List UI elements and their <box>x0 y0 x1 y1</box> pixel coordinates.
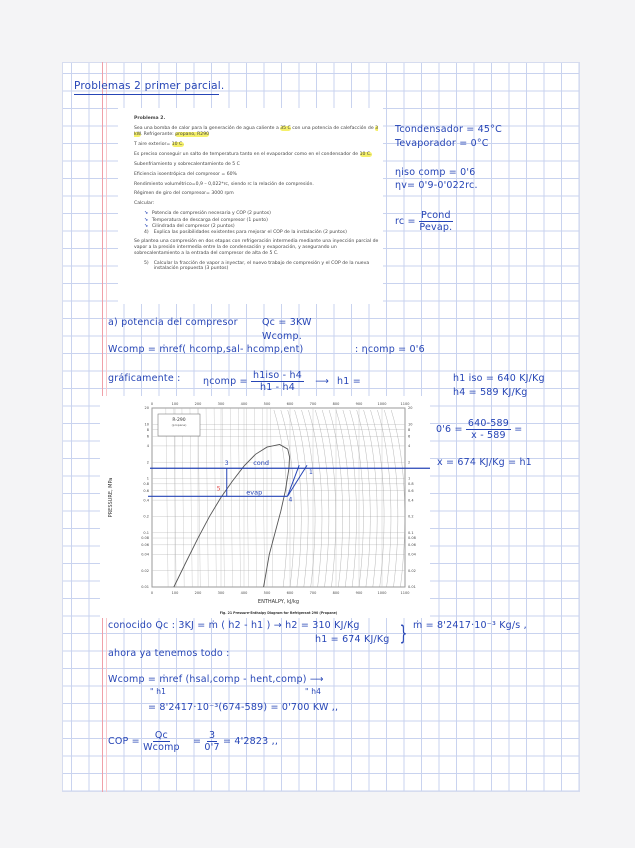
problem-paragraph: Se plantea una compresión en dos etapas con refrigeración intermedia mediante una inyección parcial de vapor a la presión intermedia entre la de condensación y evaporación, y asegurando un sobrecalentamiento a la entrada del compresor de alta de 5 C. <box>134 239 379 256</box>
numerator: Qc <box>154 730 168 741</box>
y-tick-label: 20 <box>144 406 149 411</box>
highlight: 10 C. <box>359 151 372 157</box>
x-tick-label-top: 800 <box>332 402 340 406</box>
y-tick-label: 0.1 <box>143 530 149 535</box>
x-tick-label-top: 500 <box>263 402 271 406</box>
y-tick-label-right: 2 <box>408 460 411 465</box>
chart-caption: Fig. 21 Pressure-Enthalpy Diagram for Refrigerant 290 (Propane) <box>219 611 338 615</box>
arrow-icon: ⟶ <box>315 376 330 387</box>
highlight: propano, R290 <box>175 131 210 137</box>
note-niso: ηiso comp = 0'6 <box>395 167 476 178</box>
x-tick-label-top: 300 <box>217 402 225 406</box>
y-tick-label-right: 10 <box>408 422 413 427</box>
x-tick-label: 400 <box>240 591 248 595</box>
ph-diagram <box>100 396 430 618</box>
x-tick-label-top: 0 <box>150 402 154 406</box>
h4-value: h4 = 589 KJ/Kg <box>453 387 528 398</box>
text: Es preciso conseguir un salto de temperatura tanto en el evaporador como en el condensador de <box>134 151 360 157</box>
y-tick-label: 1 <box>146 476 149 481</box>
y-tick-label: 4 <box>146 444 149 449</box>
page-title: Problemas 2 primer parcial. <box>74 80 225 92</box>
checkmark-icon: ↘ <box>144 223 148 229</box>
y-tick-label: 0.4 <box>143 498 149 503</box>
cond-label: cond <box>253 459 269 468</box>
problem-paragraph: Rendimiento volumétrico=0,9 – 0,022*rc, siendo rc la relación de compresión. <box>134 181 314 187</box>
fraction <box>204 730 219 753</box>
text: 0'6 = <box>436 424 463 435</box>
point-label-1: 1 <box>309 469 313 477</box>
problem-paragraph <box>134 126 383 137</box>
wcomp-result: = 8'2417·10⁻³(674-589) = 0'700 KW ,, <box>148 702 339 713</box>
note-tevap: Tevaporador = 0°C <box>395 138 489 149</box>
problem-paragraph: Régimen de giro del compresor= 3000 rpm <box>134 191 234 197</box>
x-tick-label: 900 <box>355 591 363 595</box>
x-tick-label: 1100 <box>400 591 410 595</box>
highlight: 35 C <box>280 125 291 131</box>
x-tick-label-top: 600 <box>286 402 294 406</box>
denominator: 0'7 <box>204 742 220 753</box>
y-tick-label-right: 0.1 <box>408 530 414 535</box>
wcomp-equation-2: Wcomp = ṁref (hsal,comp - hent,comp) ⟶ <box>108 674 324 685</box>
y-tick-label: 0.04 <box>141 552 149 557</box>
checkmark-icon: ↘ <box>144 217 148 223</box>
y-tick-label-right: 0.2 <box>408 514 414 519</box>
y-tick-label-right: 0.04 <box>408 552 416 557</box>
text: ηcomp = <box>203 376 248 387</box>
highlight: 10 C. <box>171 141 184 147</box>
problem-paragraph <box>134 142 383 148</box>
h1-known: h1 = 674 KJ/Kg <box>315 634 390 645</box>
y-tick-label-right: 4 <box>408 444 411 449</box>
task-text: Calcular la fracción de vapor a inyectar, el nuevo trabajo de compresión y el COP de la nueva instalación propuesta (3 puntos) <box>153 260 370 272</box>
known-equation: conocido Qc : 3KJ = ṁ ( h2 - h1 ) → h2 = 310 KJ/Kg <box>108 620 360 631</box>
y-tick-label-right: 0.01 <box>408 585 416 590</box>
evap-label: evap <box>246 488 263 497</box>
task-list <box>134 211 383 235</box>
now-we-have-all: ahora ya tenemos todo : <box>108 648 230 659</box>
problem-paragraph: Eficiencia isoentrópica del compresor = 60% <box>134 171 237 177</box>
ncomp-formula <box>203 370 361 393</box>
numerator: h1iso - h4 <box>252 370 302 381</box>
y-axis-label: PRESSURE, MPa <box>108 477 114 518</box>
task-text: Temperatura de descarga del compresor (1 punto) <box>151 217 268 223</box>
note-nv: ηv= 0'9-0'022rc. <box>395 180 478 191</box>
problem-paragraph: Calcular: <box>134 201 155 207</box>
y-tick-label: 0.2 <box>143 514 149 519</box>
h1-sub: " h1 <box>150 687 167 696</box>
x-axis-label: ENTHALPY, kJ/kg <box>257 599 300 605</box>
wcomp-equation: Wcomp = ṁref( hcomp,sal- hcomp,ent) <box>108 344 304 355</box>
y-tick-label: 0.02 <box>141 568 149 573</box>
numerator: 640-589 <box>467 418 510 429</box>
ncomp-value: : ηcomp = 0'6 <box>355 344 425 355</box>
x-tick-label-top: 100 <box>171 402 179 406</box>
x-tick-label-top: 700 <box>309 402 317 406</box>
point-label-3: 3 <box>224 460 229 468</box>
text: COP = <box>108 736 140 747</box>
h4-sub: " h4 <box>305 687 322 696</box>
denominator: Pevap. <box>419 222 453 233</box>
task-item <box>134 261 383 272</box>
mass-flow-result: ṁ = 8'2417·10⁻³ Kg/s , <box>413 620 527 631</box>
x-tick-label-top: 900 <box>355 402 363 406</box>
task-text: Cilindrada del compresor (2 puntos) <box>151 223 235 229</box>
y-tick-label-right: 1 <box>408 476 411 481</box>
text: = <box>193 736 202 747</box>
y-tick-label: 0.6 <box>143 488 149 493</box>
task-text: Potencia de compresión necesaria y COP (2 puntos) <box>151 211 271 217</box>
ph-chart-svg <box>100 396 430 618</box>
fraction <box>466 418 511 441</box>
y-tick-label-right: 8 <box>408 427 411 432</box>
problem-paragraph <box>134 152 383 158</box>
denominator: Wcomp <box>143 742 180 753</box>
checkmark-icon: ↘ <box>144 211 148 217</box>
fraction <box>143 730 180 753</box>
problem-heading: Problema 2. <box>134 116 166 121</box>
x-tick-label: 500 <box>263 591 271 595</box>
fraction <box>419 210 453 233</box>
text: con una potencia de calefacción de <box>290 125 376 131</box>
y-tick-label-right: 0.08 <box>408 536 416 541</box>
x-tick-label-top: 400 <box>240 402 248 406</box>
y-tick-label: 0.8 <box>143 482 149 487</box>
wcomp-label: Wcomp. <box>262 331 302 342</box>
task-item <box>144 224 383 230</box>
note-tcond: Tcondensador = 45°C <box>395 124 502 135</box>
h1iso-value: h1 iso = 640 KJ/Kg <box>453 373 545 384</box>
y-tick-label-right: 0.6 <box>408 488 414 493</box>
y-tick-label: 0.06 <box>141 543 149 548</box>
efficiency-equation <box>436 418 522 441</box>
denominator: h1 - h4 <box>259 382 295 393</box>
text: rc = <box>395 216 416 227</box>
task-item <box>144 218 383 224</box>
task-item <box>144 230 383 236</box>
note-rc <box>395 210 453 233</box>
cop-result: = 4'2823 ,, <box>222 736 279 747</box>
y-tick-label-right: 6 <box>408 434 411 439</box>
cop-equation <box>108 730 278 753</box>
graf-label: gráficamente : <box>108 373 181 384</box>
text: . Refrigerante: <box>140 131 176 137</box>
x-tick-label: 1000 <box>377 591 387 595</box>
x-tick-label: 600 <box>286 591 294 595</box>
chart-title: R-290 <box>172 418 186 423</box>
task-number: 4) <box>144 229 149 235</box>
problem-paragraph: Subenfriamiento y sobrecalentamiento de 5 C <box>134 161 240 167</box>
brace: } <box>399 621 408 645</box>
y-tick-label-right: 0.8 <box>408 482 414 487</box>
numerator: 3 <box>208 730 216 741</box>
point-label-5: 5 <box>216 485 221 493</box>
text: h1 = <box>337 376 361 387</box>
text: T aire exterior= <box>134 141 172 147</box>
text: = <box>514 424 523 435</box>
highlight: 3 kW <box>134 125 379 137</box>
numerator: Pcond <box>420 210 451 221</box>
y-tick-label-right: 0.02 <box>408 568 416 573</box>
y-tick-label: 6 <box>146 434 149 439</box>
x-tick-label: 200 <box>194 591 202 595</box>
x-tick-label: 800 <box>332 591 340 595</box>
y-tick-label-right: 20 <box>408 406 413 411</box>
task-text: Explica las posibilidades existentes para mejorar el COP de la instalación (2 puntos) <box>153 229 347 235</box>
x-tick-label-top: 200 <box>194 402 202 406</box>
task-number: 5) <box>144 260 149 266</box>
y-tick-label-right: 0.06 <box>408 543 416 548</box>
y-tick-label-right: 0.4 <box>408 498 414 503</box>
y-tick-label: 0.01 <box>141 585 149 590</box>
section-a-heading: a) potencia del compresor <box>108 317 238 328</box>
qc-value: Qc = 3KW <box>262 317 312 328</box>
problem-statement <box>118 108 383 304</box>
y-tick-label: 2 <box>146 460 149 465</box>
y-tick-label: 0.08 <box>141 536 149 541</box>
x-tick-label: 700 <box>309 591 317 595</box>
x-tick-label-top: 1100 <box>400 402 410 406</box>
y-tick-label: 10 <box>144 422 149 427</box>
x-tick-label: 300 <box>217 591 225 595</box>
chart-subtitle: (propane) <box>171 423 187 427</box>
x-tick-label-top: 1000 <box>377 402 387 406</box>
title-underline <box>74 94 219 95</box>
h1-result: x = 674 KJ/Kg = h1 <box>437 457 532 468</box>
fraction <box>251 370 304 393</box>
point-label-4: 4 <box>288 496 293 504</box>
y-tick-label: 8 <box>146 427 149 432</box>
denominator: x - 589 <box>471 430 506 441</box>
x-tick-label: 100 <box>171 591 179 595</box>
task-item <box>144 211 383 217</box>
text: Sea una bomba de calor para la generación de agua caliente a <box>134 125 281 131</box>
x-tick-label: 0 <box>150 591 154 595</box>
